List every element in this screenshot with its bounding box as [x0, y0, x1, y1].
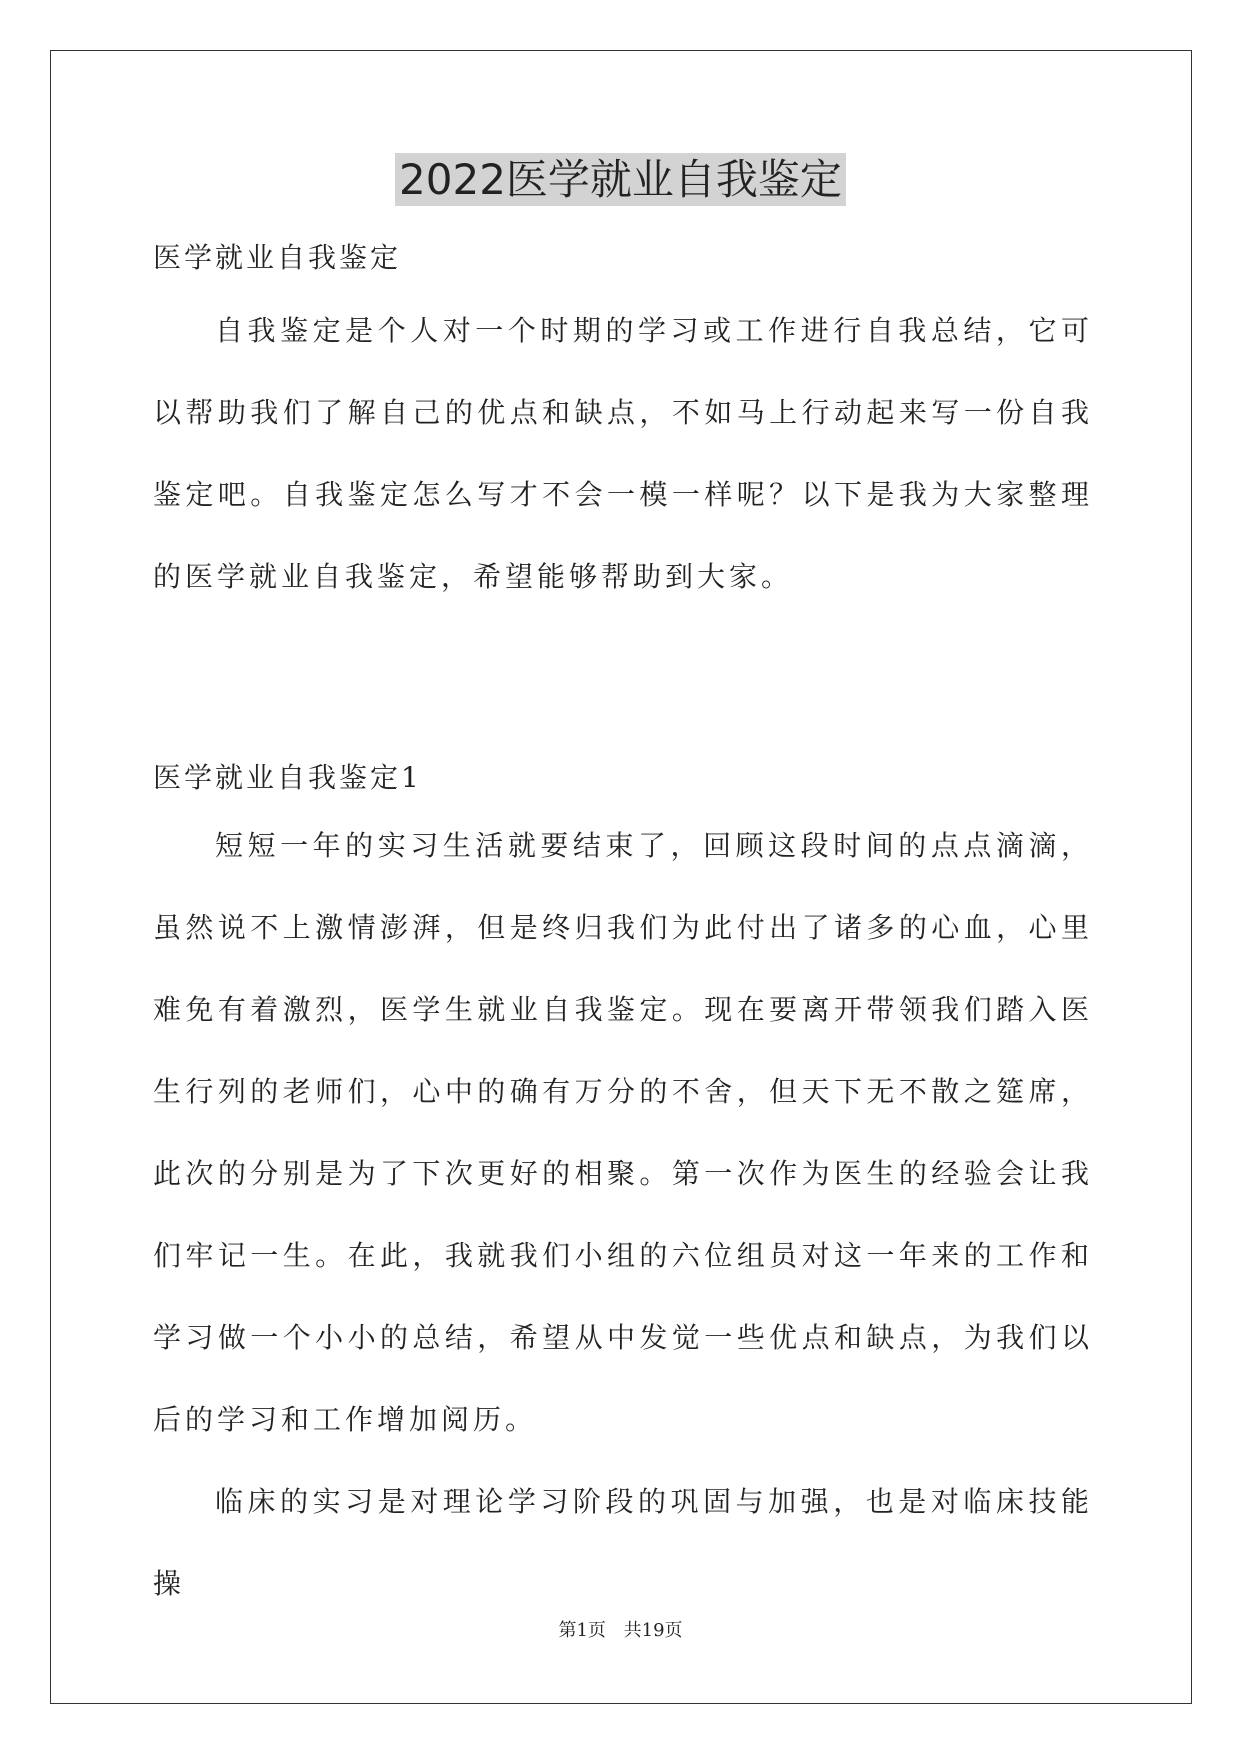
intro-paragraph: 自我鉴定是个人对一个时期的学习或工作进行自我总结，它可以帮助我们了解自己的优点和缺点，不如马上行动起来写一份自我鉴定吧。自我鉴定怎么写才不会一模一样呢？以下是我为大家整理的医学就业自我鉴定，希望能够帮助到大家。 — [153, 314, 1093, 593]
document-title-text: 2022医学就业自我鉴定 — [395, 153, 846, 206]
section1-body — [153, 805, 1093, 1625]
intro-heading: 医学就业自我鉴定 — [153, 241, 402, 274]
page-number: 第1页 — [558, 1620, 606, 1641]
section1-paragraph-1: 短短一年的实习生活就要结束了，回顾这段时间的点点滴滴，虽然说不上激情澎湃，但是终归我们为此付出了诸多的心血，心里难免有着激烈，医学生就业自我鉴定。现在要离开带领我们踏入医生行列的老师们，心中的确有万分的不舍，但天下无不散之筵席，此次的分别是为了下次更好的相聚。第一次作为医生的经验会让我们牢记一生。在此，我就我们小组的六位组员对这一年来的工作和学习做一个小小的总结，希望从中发觉一些优点和缺点，为我们以后的学习和工作增加阅历。 — [153, 829, 1093, 1436]
total-pages: 共19页 — [623, 1620, 683, 1641]
page-footer — [0, 1616, 1241, 1642]
section1-paragraph-2: 临床的实习是对理论学习阶段的巩固与加强，也是对临床技能操 — [153, 1485, 1093, 1600]
document-title — [0, 150, 1241, 210]
section1-heading: 医学就业自我鉴定1 — [153, 761, 422, 794]
intro-section — [153, 290, 1093, 618]
